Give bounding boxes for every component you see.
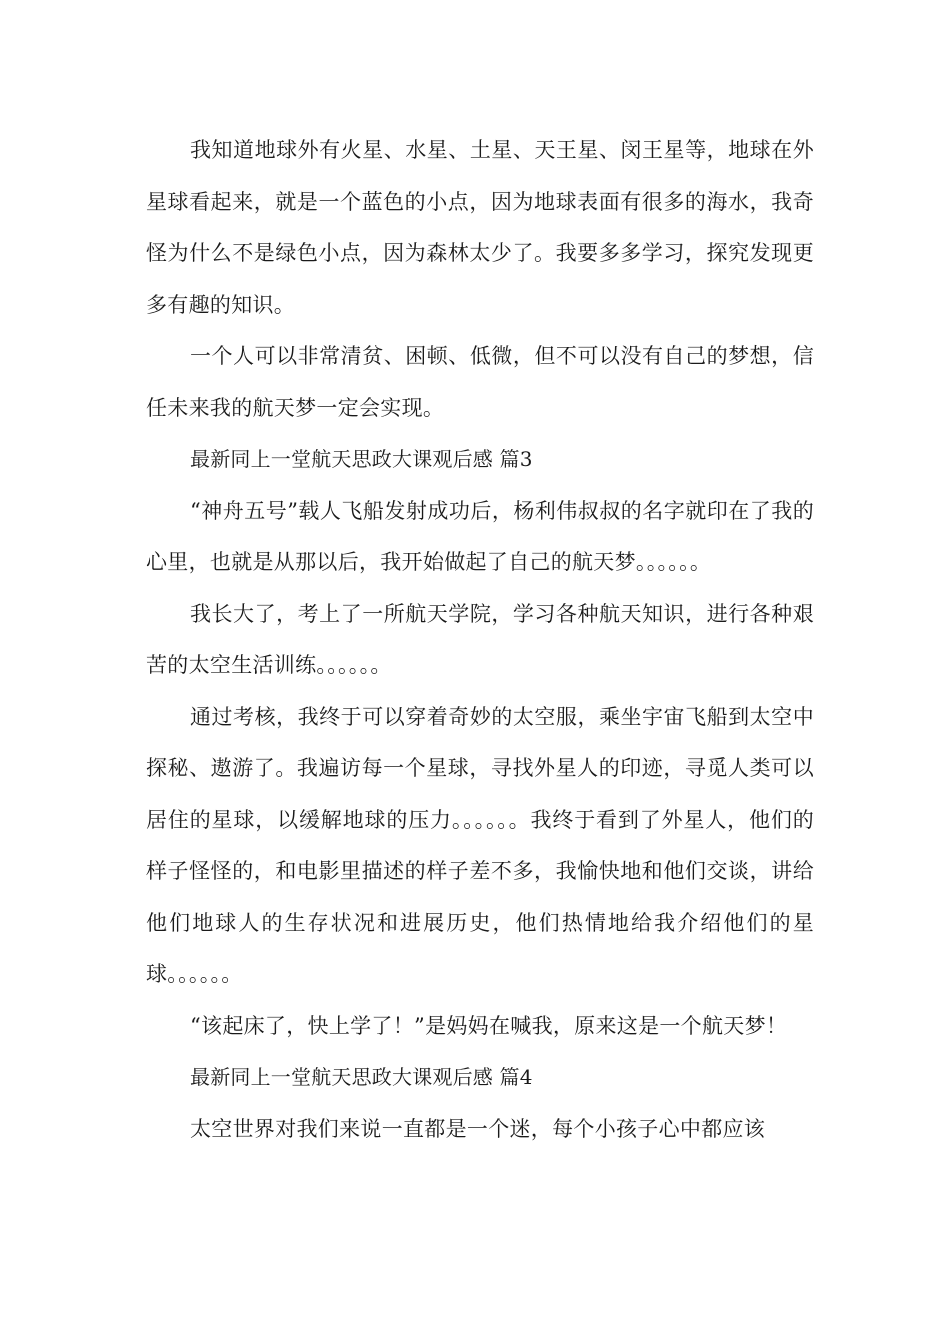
paragraph-planets: 我知道地球外有火星、水星、土星、天王星、闵王星等，地球在外星球看起来，就是一个蓝色的小点，因为地球表面有很多的海水，我奇怪为什么不是绿色小点，因为森林太少了。我要多多学习，探究发现更多有趣的知识。 [146, 138, 814, 317]
section-heading-4: 最新同上一堂航天思政大课观后感 篇4 [190, 1065, 533, 1089]
paragraph-academy: 我长大了，考上了一所航天学院，学习各种航天知识，进行各种艰苦的太空生活训练。。。。。。 [146, 601, 814, 677]
paragraph-space-travel: 通过考核，我终于可以穿着奇妙的太空服，乘坐宇宙飞船到太空中探秘、遨游了。我遍访每一个星球，寻找外星人的印迹，寻觅人类可以居住的星球，以缓解地球的压力。。。。。。我终于看到了外星人，他们的样子怪怪的，和电影里描述的样子差不多，我愉快地和他们交谈，讲给他们地球人的生存状况和进展历史，他们热情地给我介绍他们的星球。。。。。。 [146, 704, 814, 986]
paragraph-space-mystery: 太空世界对我们来说一直都是一个迷，每个小孩子心中都应该 [190, 1116, 766, 1141]
paragraph-shenzhou: “神舟五号”载人飞船发射成功后，杨利伟叔叔的名字就印在了我的心里，也就是从那以后，我开始做起了自己的航天梦。。。。。。 [146, 498, 814, 574]
paragraph-wake-up: “该起床了，快上学了！”是妈妈在喊我，原来这是一个航天梦！ [190, 1013, 788, 1038]
paragraph-dream-belief: 一个人可以非常清贫、困顿、低微，但不可以没有自己的梦想，信任未来我的航天梦一定会实现。 [146, 344, 814, 420]
document-page [146, 125, 814, 1155]
section-heading-3: 最新同上一堂航天思政大课观后感 篇3 [190, 447, 533, 471]
